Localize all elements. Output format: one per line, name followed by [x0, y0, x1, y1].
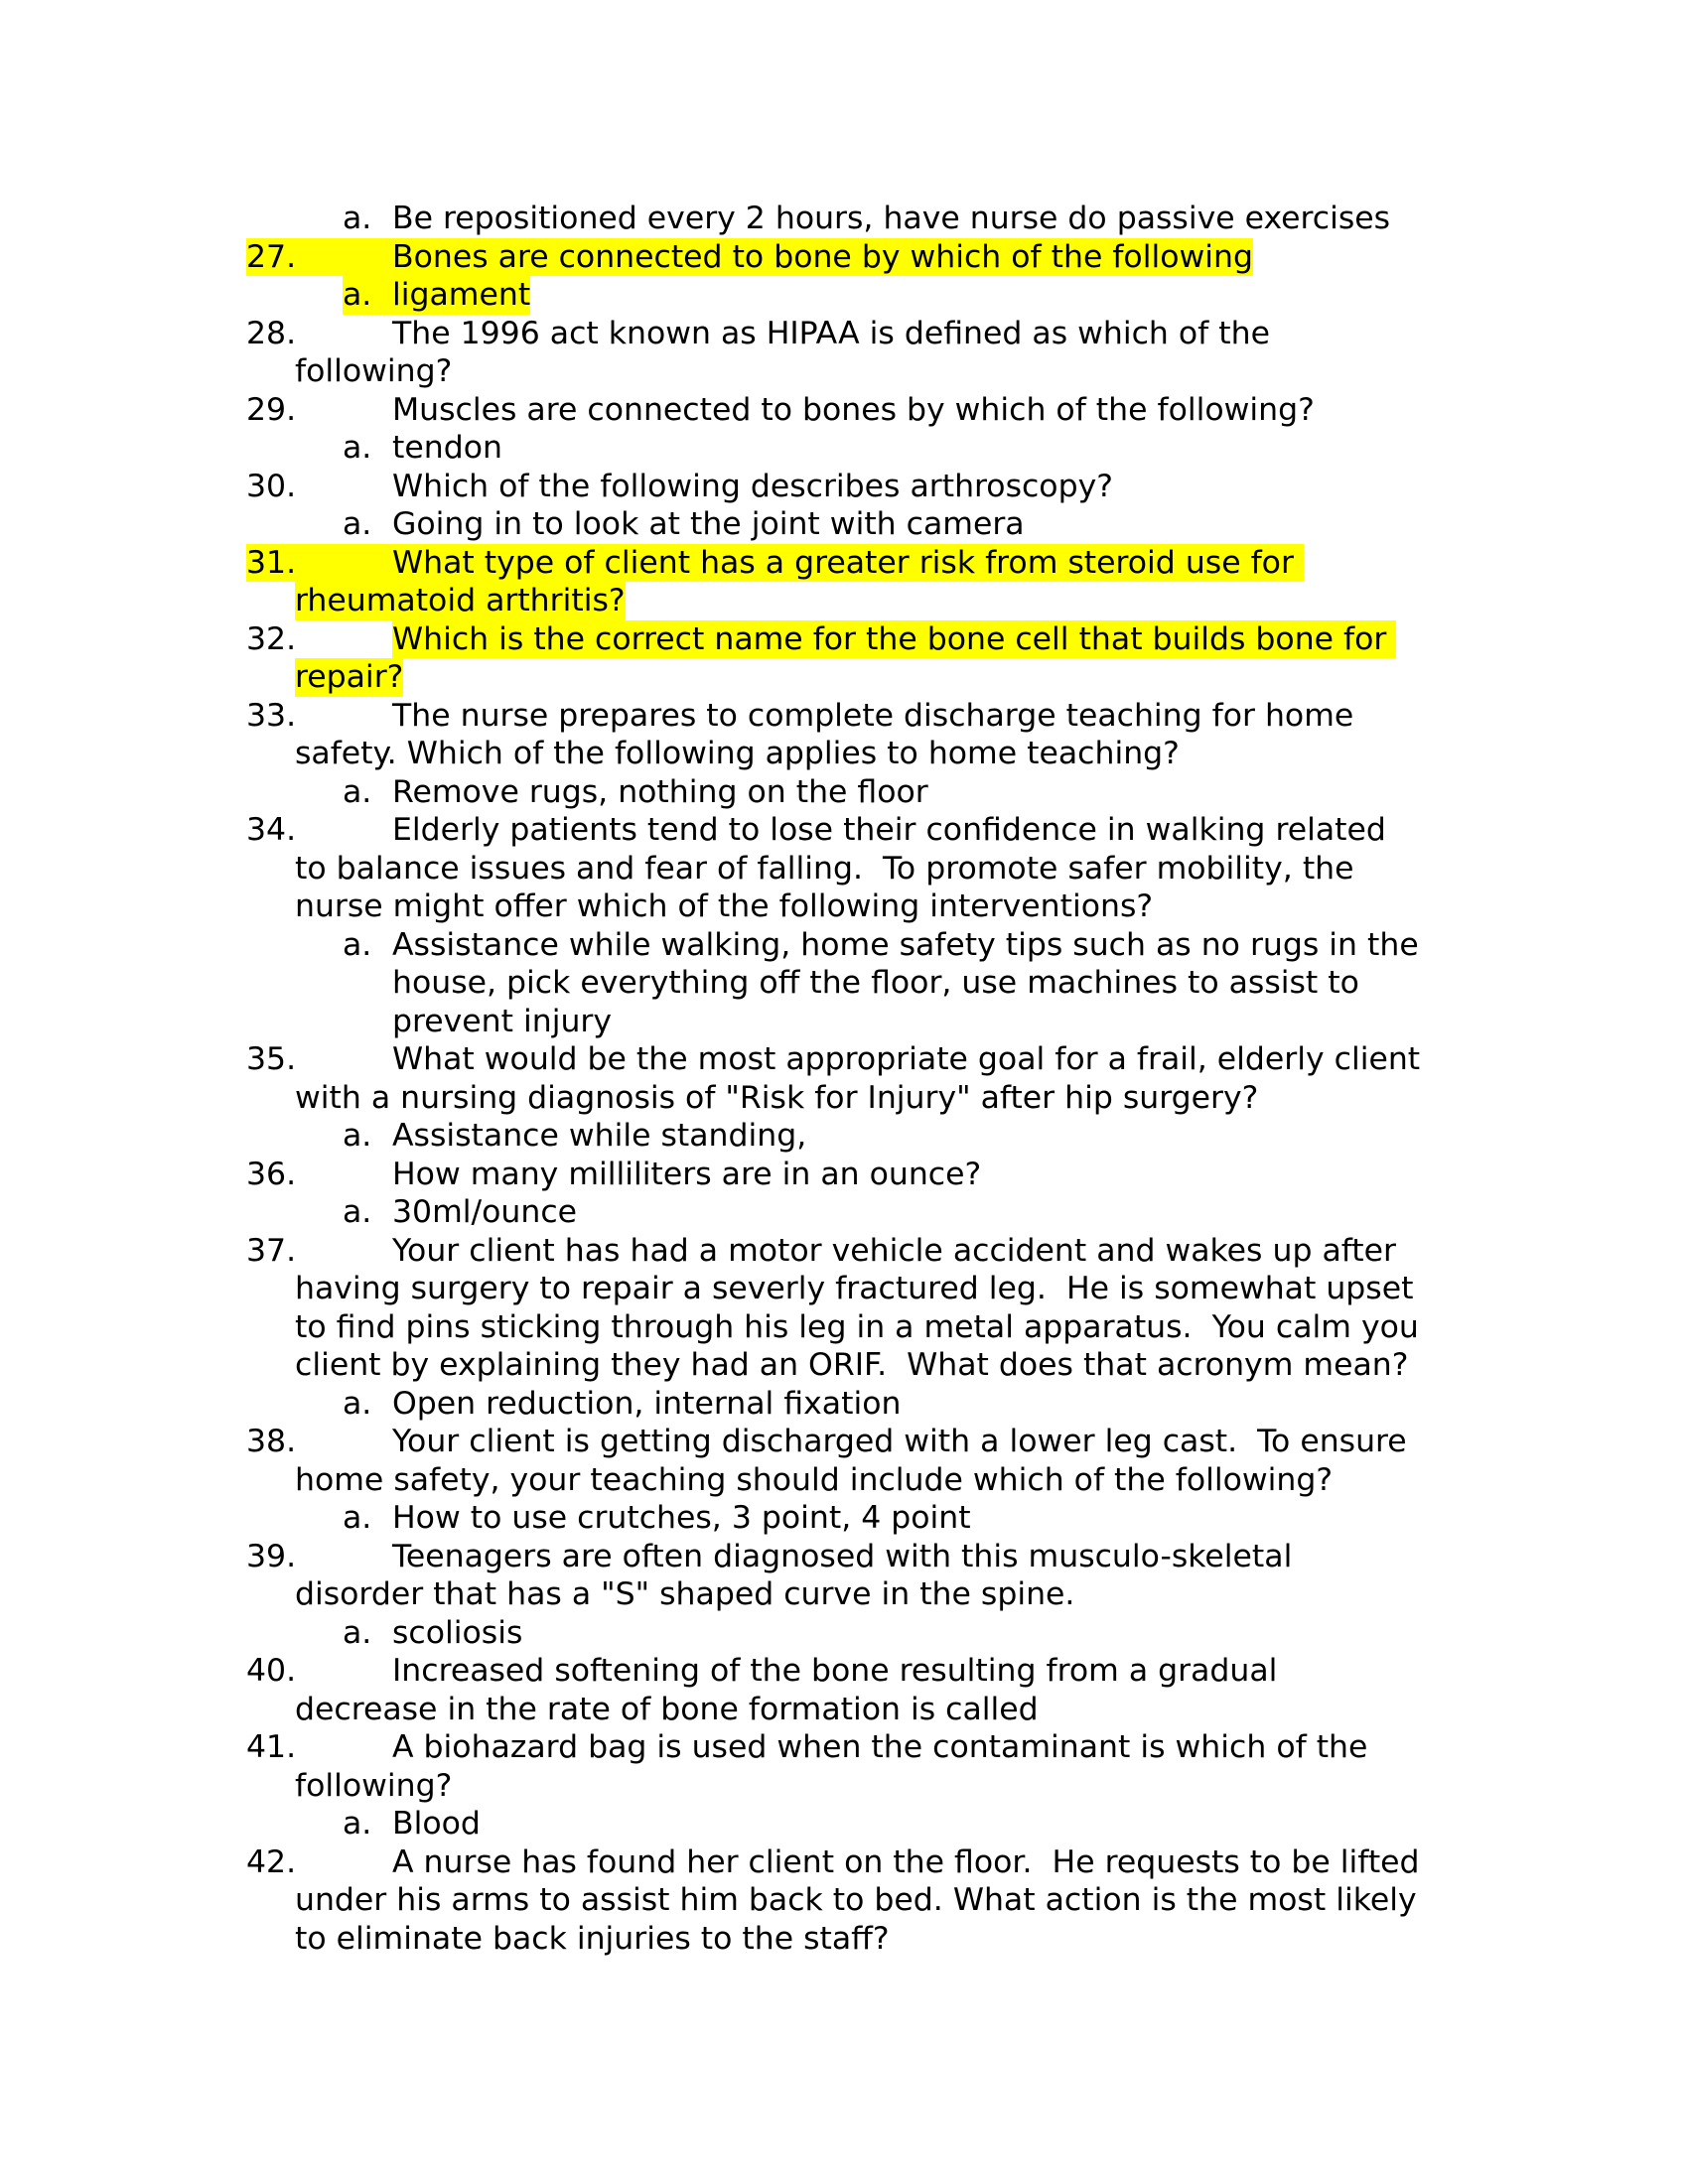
answer-line	[0, 276, 1688, 315]
question-text: Teenagers are often diagnosed with this musculo-skeletal	[392, 1538, 1293, 1574]
answer-label: a.	[343, 277, 372, 313]
answer-text: scoliosis	[392, 1614, 523, 1651]
question-text: Muscles are connected to bones by which of the following?	[392, 391, 1315, 428]
question-text: What type of client has a greater risk from steroid use for	[392, 544, 1304, 581]
question-text-continued: following?	[295, 1767, 453, 1804]
answer-line	[0, 1193, 1688, 1232]
question-line	[0, 1881, 1688, 1920]
question-text: The 1996 act known as HIPAA is defined as which of the	[392, 315, 1270, 351]
question-text-continued: under his arms to assist him back to bed. What action is the most likely	[295, 1882, 1417, 1918]
question-number: 31.	[246, 544, 297, 581]
question-text-continued: client by explaining they had an ORIF. What does that acronym mean?	[295, 1347, 1409, 1383]
question-line	[0, 1461, 1688, 1500]
answer-label: a.	[343, 430, 372, 466]
answer-line	[0, 1117, 1688, 1156]
question-number: 40.	[246, 1653, 297, 1689]
question-line	[0, 1538, 1688, 1576]
question-number: 34.	[246, 812, 297, 848]
question-number: 35.	[246, 1041, 297, 1077]
question-text-continued: with a nursing diagnosis of "Risk for Injury" after hip surgery?	[295, 1079, 1259, 1116]
question-line	[0, 1767, 1688, 1806]
question-line	[0, 391, 1688, 430]
answer-label: a.	[343, 1118, 372, 1154]
question-text: Elderly patients tend to lose their confidence in walking related	[392, 812, 1386, 848]
question-text-continued: having surgery to repair a severly fractured leg. He is somewhat upset	[295, 1271, 1414, 1306]
question-text-continued: safety. Which of the following applies to home teaching?	[295, 736, 1180, 771]
answer-line	[0, 429, 1688, 468]
question-line	[0, 1575, 1688, 1614]
answer-text: Blood	[392, 1806, 481, 1842]
question-line	[0, 1079, 1688, 1118]
question-line	[0, 1040, 1688, 1079]
answer-text: ligament	[392, 277, 531, 313]
question-line	[0, 1346, 1688, 1385]
question-line	[0, 1843, 1688, 1882]
question-number: 30.	[246, 468, 297, 504]
question-line	[0, 1308, 1688, 1347]
highlight-band	[343, 276, 530, 315]
question-line	[0, 697, 1688, 736]
question-line	[0, 1156, 1688, 1194]
answer-label: a.	[343, 773, 372, 810]
question-text-continued: to balance issues and fear of falling. To promote safer mobility, the	[295, 850, 1354, 887]
question-line	[0, 352, 1688, 391]
question-line	[0, 582, 1688, 620]
question-line	[0, 1270, 1688, 1308]
question-line	[0, 1652, 1688, 1691]
answer-label: a.	[343, 1614, 372, 1651]
answer-label: a.	[343, 1500, 372, 1536]
answer-line	[0, 773, 1688, 812]
answer-label: a.	[343, 1194, 372, 1230]
answer-line	[0, 505, 1688, 544]
question-number: 41.	[246, 1729, 297, 1765]
question-text: How many milliliters are in an ounce?	[392, 1156, 982, 1192]
question-line	[0, 544, 1688, 583]
question-number: 28.	[246, 315, 297, 351]
question-number: 38.	[246, 1424, 297, 1459]
question-number: 33.	[246, 697, 297, 734]
question-line	[0, 811, 1688, 850]
question-text-continued: home safety, your teaching should include which of the following?	[295, 1461, 1334, 1498]
answer-text-continued: house, pick everything off the floor, use machines to assist to	[392, 965, 1359, 1001]
answer-label: a.	[343, 1806, 372, 1842]
question-text-continued: to eliminate back injuries to the staff?	[295, 1920, 890, 1957]
question-text: Your client has had a motor vehicle accident and wakes up after	[392, 1232, 1396, 1269]
answer-line	[0, 1614, 1688, 1653]
answer-text: Going in to look at the joint with camera	[392, 506, 1025, 542]
question-text: A biohazard bag is used when the contaminant is which of the	[392, 1729, 1368, 1765]
question-line	[0, 1920, 1688, 1959]
question-text-continued: repair?	[295, 659, 404, 695]
answer-line	[0, 1385, 1688, 1424]
question-text: Which is the correct name for the bone cell that builds bone for	[392, 620, 1397, 657]
question-line	[0, 468, 1688, 506]
question-number: 39.	[246, 1538, 297, 1574]
answer-text: Assistance while standing,	[392, 1118, 807, 1154]
question-text-continued: following?	[295, 353, 453, 389]
question-number: 32.	[246, 620, 297, 657]
question-number: 36.	[246, 1156, 297, 1192]
answer-line	[0, 200, 1688, 238]
answer-text: How to use crutches, 3 point, 4 point	[392, 1500, 971, 1536]
question-line	[0, 315, 1688, 353]
question-line	[0, 850, 1688, 888]
question-text: The nurse prepares to complete discharge teaching for home	[392, 697, 1354, 734]
question-number: 27.	[246, 238, 297, 275]
highlight-band	[246, 544, 1304, 583]
answer-label: a.	[343, 201, 372, 236]
answer-line	[0, 1003, 1688, 1041]
document-body	[0, 200, 1688, 1958]
question-number: 29.	[246, 391, 297, 428]
question-text-continued: disorder that has a "S" shaped curve in the spine.	[295, 1576, 1075, 1612]
answer-text: tendon	[392, 430, 502, 466]
question-line	[0, 887, 1688, 926]
question-text-continued: to find pins sticking through his leg in a metal apparatus. You calm you	[295, 1308, 1419, 1345]
question-text: What would be the most appropriate goal for a frail, elderly client	[392, 1041, 1421, 1077]
question-text-continued: decrease in the rate of bone formation is called	[295, 1691, 1039, 1727]
answer-text: Open reduction, internal fixation	[392, 1385, 902, 1422]
question-line	[0, 1728, 1688, 1767]
question-line	[0, 238, 1688, 277]
question-text: Your client is getting discharged with a lower leg cast. To ensure	[392, 1424, 1407, 1459]
question-line	[0, 1423, 1688, 1461]
question-line	[0, 1232, 1688, 1271]
answer-text: Remove rugs, nothing on the floor	[392, 773, 928, 810]
answer-text: Be repositioned every 2 hours, have nurse do passive exercises	[392, 201, 1391, 236]
highlight-band	[246, 238, 1253, 277]
answer-text: 30ml/ounce	[392, 1194, 578, 1230]
question-text: Bones are connected to bone by which of the following	[392, 238, 1253, 275]
question-line	[0, 1691, 1688, 1729]
answer-text-continued: prevent injury	[392, 1003, 613, 1039]
question-line	[0, 735, 1688, 773]
answer-label: a.	[343, 506, 372, 542]
answer-label: a.	[343, 926, 372, 963]
answer-text: Assistance while walking, home safety tips such as no rugs in the	[392, 926, 1419, 963]
answer-line	[0, 926, 1688, 965]
question-number: 42.	[246, 1843, 297, 1880]
question-text-continued: rheumatoid arthritis?	[295, 583, 626, 618]
question-text: Which of the following describes arthroscopy?	[392, 468, 1113, 504]
question-line	[0, 620, 1688, 659]
question-text: A nurse has found her client on the floor. He requests to be lifted	[392, 1843, 1420, 1880]
answer-line	[0, 1805, 1688, 1843]
question-text: Increased softening of the bone resulting from a gradual	[392, 1653, 1278, 1689]
question-line	[0, 658, 1688, 697]
answer-line	[0, 964, 1688, 1003]
question-number: 37.	[246, 1232, 297, 1269]
answer-line	[0, 1499, 1688, 1538]
answer-label: a.	[343, 1385, 372, 1422]
question-text-continued: nurse might offer which of the following interventions?	[295, 888, 1154, 924]
